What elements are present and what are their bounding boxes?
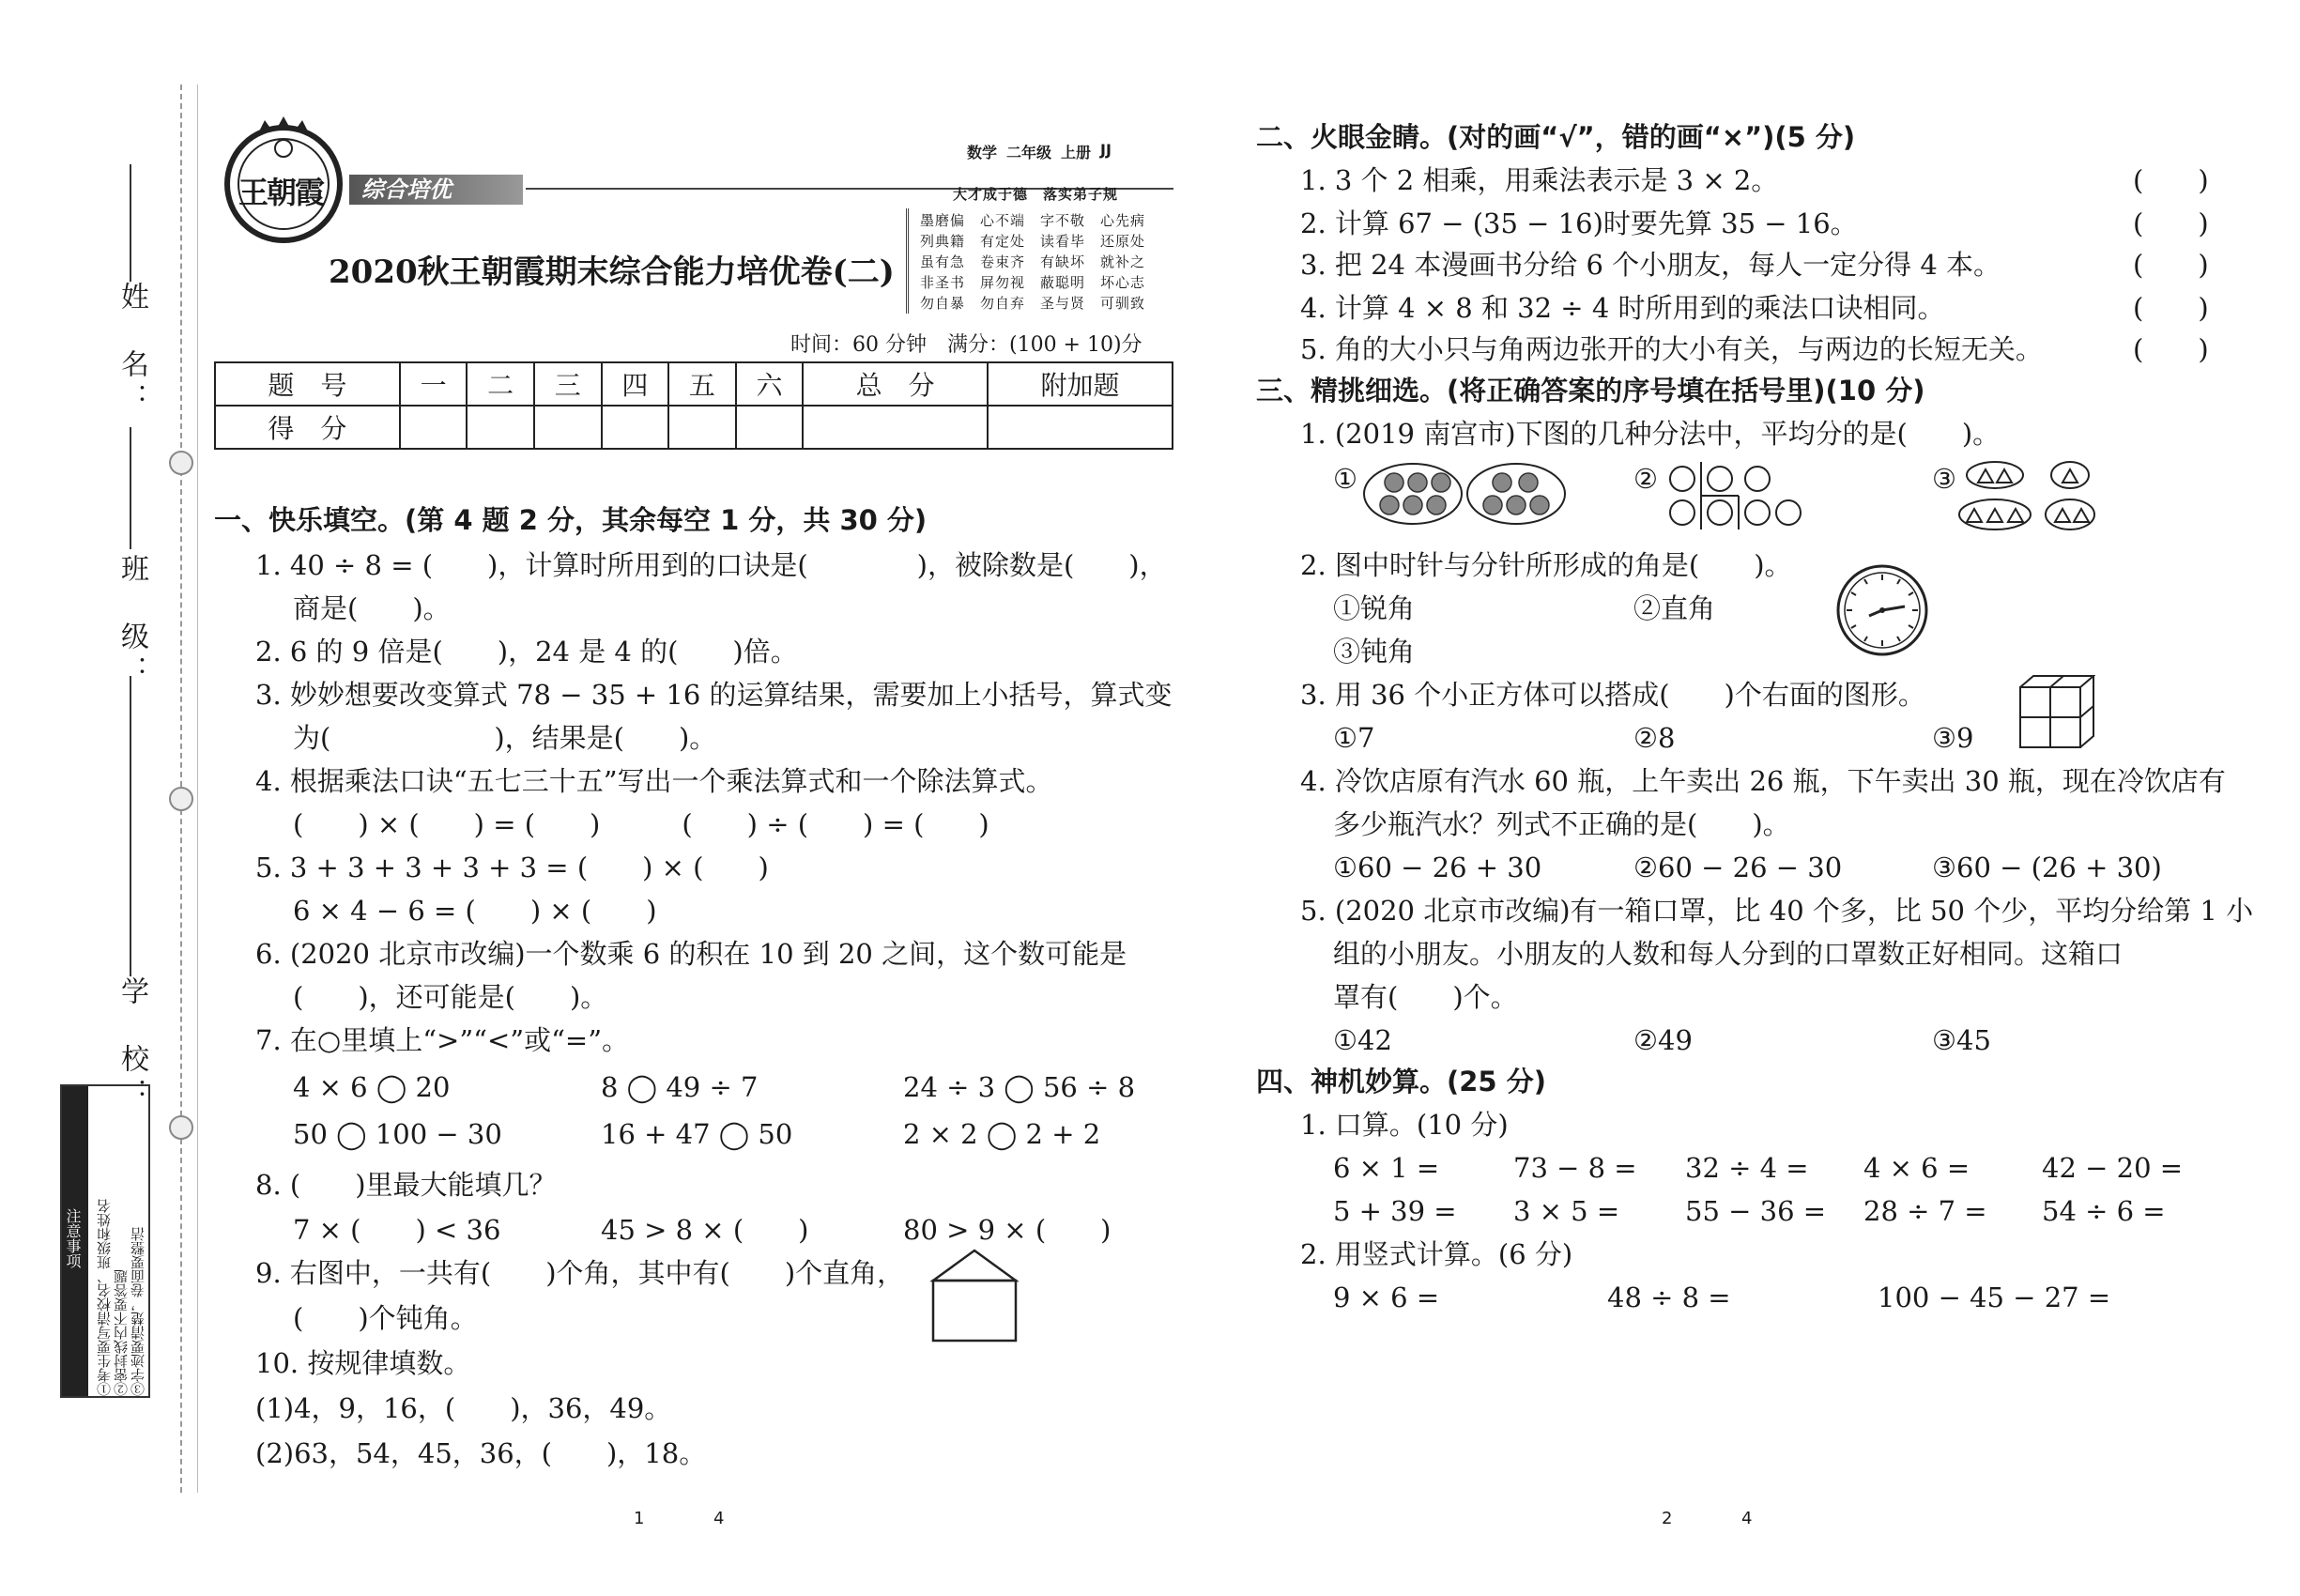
notice-item: ①考生要写清校名、班级和姓名 <box>96 1199 113 1396</box>
calc-item: 32 ÷ 4 = <box>1685 1152 1809 1184</box>
compare-item: 24 ÷ 3 ◯ 56 ÷ 8 <box>903 1071 1136 1103</box>
table-row <box>215 362 1173 406</box>
section-title: 三、精挑细选。(将正确答案的序号填在括号里)(10 分) <box>1256 375 1925 407</box>
logo-text: 王朝霞 <box>238 175 324 210</box>
notice-title: 注意事项 <box>62 1086 88 1396</box>
clock-figure <box>1835 563 1929 661</box>
motto-line: 列典籍 有定处 读看毕 还原处 <box>920 233 1146 250</box>
table-cell: 五 <box>668 362 736 406</box>
question-line: 8. ( )里最大能填几？ <box>255 1169 557 1201</box>
motto-line: 非圣书 屏勿视 蔽聪明 坏心志 <box>920 274 1146 291</box>
table-cell: 附加题 <box>988 362 1173 406</box>
option-label[interactable]: ①60 − 26 + 30 <box>1333 852 1542 883</box>
option-label[interactable]: ③45 <box>1932 1024 1991 1056</box>
question-line: 2. 用竖式计算。(6 分) <box>1300 1238 1573 1270</box>
section-title: 二、火眼金睛。(对的画“√”，错的画“×”)(5 分) <box>1256 121 1856 153</box>
score-input-cell[interactable] <box>467 406 534 449</box>
score-input-cell[interactable] <box>602 406 669 449</box>
option-label[interactable]: ①42 <box>1333 1024 1392 1056</box>
calc-item: 73 − 8 = <box>1513 1152 1637 1184</box>
calc-item: 42 − 20 = <box>2042 1152 2184 1184</box>
calc-item: 55 − 36 = <box>1685 1195 1827 1227</box>
answer-bracket[interactable]: ( ) <box>2133 333 2209 365</box>
question-line: ( )，还可能是( )。 <box>293 981 608 1013</box>
question-line: 10. 按规律填数。 <box>255 1347 471 1379</box>
option-label[interactable]: ②60 − 26 − 30 <box>1633 852 1843 883</box>
binding-solid-line <box>197 84 198 1493</box>
calc-item: 9 × 6 = <box>1333 1281 1440 1313</box>
page-number: 1 <box>634 1509 645 1528</box>
question-line: 4. 根据乘法口诀“五七三十五”写出一个乘法算式和一个除法算式。 <box>255 765 1053 797</box>
division-figure-1 <box>1361 460 1577 531</box>
judge-item: 3. 把 24 本漫画书分给 6 个小朋友，每人一定分得 4 本。 <box>1300 249 2001 281</box>
calc-item: 100 − 45 − 27 = <box>1878 1281 2111 1313</box>
fill-item: 80 > 9 × ( ) <box>903 1214 1112 1246</box>
question-line: 6 × 4 − 6 = ( ) × ( ) <box>293 895 657 927</box>
answer-bracket[interactable]: ( ) <box>2133 292 2209 324</box>
option-label[interactable]: ③钝角 <box>1333 636 1416 668</box>
calc-item: 48 ÷ 8 = <box>1607 1281 1731 1313</box>
question-line: 4. 冷饮店原有汽水 60 瓶，上午卖出 26 瓶，下午卖出 30 瓶，现在冷饮店有 <box>1300 765 2226 797</box>
series-tag: 数学 <box>967 144 998 161</box>
name-label: 姓 名： <box>115 282 148 417</box>
question-line: (2)63，54，45，36，( )，18。 <box>255 1437 707 1469</box>
notice-item: ②密封线内不要答题 <box>113 1269 130 1396</box>
table-cell: 三 <box>534 362 602 406</box>
option-label[interactable]: ① <box>1333 463 1357 495</box>
class-line <box>130 427 131 549</box>
judge-item: 5. 角的大小只与角两边张开的大小有关，与两边的长短无关。 <box>1300 333 2043 365</box>
page-title: 2020秋王朝霞期末综合能力培优卷(二) <box>329 253 895 291</box>
compare-item: 2 × 2 ◯ 2 + 2 <box>903 1118 1101 1150</box>
score-input-cell[interactable] <box>534 406 602 449</box>
class-label: 班 级： <box>115 554 148 689</box>
calc-item: 54 ÷ 6 = <box>2042 1195 2166 1227</box>
page-total: 4 <box>713 1509 725 1528</box>
fill-item: 45 > 8 × ( ) <box>601 1214 809 1246</box>
page-total: 4 <box>1741 1509 1753 1528</box>
calc-item: 4 × 6 = <box>1863 1152 1970 1184</box>
option-label[interactable]: ②直角 <box>1633 592 1716 624</box>
house-shape-figure <box>929 1247 1020 1348</box>
question-line: 1. (2019 南宫市)下图的几种分法中，平均分的是( )。 <box>1300 418 2001 450</box>
table-cell: 总 分 <box>803 362 988 406</box>
compare-item: 50 ◯ 100 − 30 <box>293 1118 502 1150</box>
question-line: 为( )，结果是( )。 <box>293 722 717 754</box>
option-label[interactable]: ②8 <box>1633 722 1676 754</box>
notice-item: ③字迹要清楚，卷面要整洁 <box>130 1227 146 1396</box>
table-cell: 二 <box>467 362 534 406</box>
notice-box <box>60 1084 150 1398</box>
score-input-cell[interactable] <box>668 406 736 449</box>
question-line: ( )个钝角。 <box>293 1302 478 1334</box>
division-figure-3 <box>1957 458 2098 537</box>
judge-item: 2. 计算 67 − (35 − 16)时要先算 35 − 16。 <box>1300 207 1858 239</box>
question-line: 组的小朋友。小朋友的人数和每人分到的口罩数正好相同。这箱口 <box>1333 938 2124 970</box>
score-input-cell[interactable] <box>400 406 468 449</box>
motto-line: 墨磨偏 心不端 字不敬 心先病 <box>920 212 1146 229</box>
binding-hole <box>169 1115 193 1140</box>
answer-bracket[interactable]: ( ) <box>2133 207 2209 239</box>
series-tag: 二年级 <box>1006 144 1052 161</box>
judge-item: 4. 计算 4 × 8 和 32 ÷ 4 时所用到的乘法口诀相同。 <box>1300 292 1945 324</box>
name-line <box>130 164 131 282</box>
section-title: 四、神机妙算。(25 分) <box>1256 1066 1546 1097</box>
question-line: 商是( )。 <box>293 592 451 624</box>
option-label[interactable]: ②49 <box>1633 1024 1693 1056</box>
table-cell: 题 号 <box>215 362 400 406</box>
answer-bracket[interactable]: ( ) <box>2133 164 2209 196</box>
table-row <box>215 406 1173 449</box>
logo <box>218 113 349 244</box>
question-line: 9. 右图中，一共有( )个角，其中有( )个直角， <box>255 1257 905 1289</box>
table-cell: 六 <box>736 362 804 406</box>
binding-hole <box>169 787 193 811</box>
question-line: 2. 6 的 9 倍是( )，24 是 4 的( )倍。 <box>255 636 798 668</box>
question-line: 3. 妙妙想要改变算式 78 − 35 + 16 的运算结果，需要加上小括号，算式变 <box>255 679 1173 711</box>
table-cell: 四 <box>602 362 669 406</box>
score-table <box>214 361 1173 450</box>
question-line: (1)4，9，16，( )，36，49。 <box>255 1392 672 1424</box>
time-info: 时间：60 分钟 满分：(100 + 10)分 <box>790 333 1142 357</box>
fill-item: 7 × ( ) < 36 <box>293 1214 501 1246</box>
calc-item: 28 ÷ 7 = <box>1863 1195 1987 1227</box>
binding-hole <box>169 451 193 475</box>
question-line: 5. 3 + 3 + 3 + 3 + 3 = ( ) × ( ) <box>255 852 769 883</box>
option-label[interactable]: ③ <box>1932 463 1956 495</box>
motto-line: 勿自暴 勿自弃 圣与贤 可驯致 <box>920 295 1146 312</box>
cube-figure <box>2018 674 2095 755</box>
motto-top: 大才成于德 落实弟子规 <box>953 186 1119 203</box>
table-cell: 得 分 <box>215 406 400 449</box>
option-label[interactable]: ①锐角 <box>1333 592 1416 624</box>
question-line: 1. 口算。(10 分) <box>1300 1109 1509 1141</box>
series-tags <box>967 141 1112 162</box>
section-title: 一、快乐填空。(第 4 题 2 分，其余每空 1 分，共 30 分) <box>214 504 928 536</box>
school-line <box>130 676 131 976</box>
question-line: 6. (2020 北京市改编)一个数乘 6 的积在 10 到 20 之间，这个数可能是 <box>255 938 1127 970</box>
division-figure-2 <box>1662 458 1802 537</box>
option-label[interactable]: ③9 <box>1932 722 1974 754</box>
question-line: 多少瓶汽水？列式不正确的是( )。 <box>1333 808 1790 840</box>
option-label[interactable]: ③60 − (26 + 30) <box>1932 852 2162 883</box>
score-input-cell[interactable] <box>736 406 804 449</box>
question-line: 7. 在○里填上“>”“<”或“=”。 <box>255 1024 630 1056</box>
page-number: 2 <box>1662 1509 1673 1528</box>
question-line: 5. (2020 北京市改编)有一箱口罩，比 40 个多，比 50 个少，平均分给第 1 小 <box>1300 895 2254 927</box>
compare-item: 16 + 47 ◯ 50 <box>601 1118 793 1150</box>
option-label[interactable]: ② <box>1633 463 1658 495</box>
subtitle-tag: 综合培优 <box>361 176 452 203</box>
question-line: 罩有( )个。 <box>1333 981 1518 1013</box>
compare-item: 8 ◯ 49 ÷ 7 <box>601 1071 759 1103</box>
question-line: 2. 图中时针与分针所形成的角是( )。 <box>1300 549 1792 581</box>
option-label[interactable]: ①7 <box>1333 722 1375 754</box>
question-line: 1. 40 ÷ 8 = ( )，计算时所用到的口诀是( )，被除数是( )， <box>255 549 1167 581</box>
judge-item: 1. 3 个 2 相乘，用乘法表示是 3 × 2。 <box>1300 164 1779 196</box>
calc-item: 5 + 39 = <box>1333 1195 1457 1227</box>
series-tag: 上册 <box>1061 144 1092 161</box>
question-line: ( ) × ( ) = ( ) ( ) ÷ ( ) = ( ) <box>293 808 989 840</box>
calc-item: 6 × 1 = <box>1333 1152 1440 1184</box>
school-label: 学 校： <box>115 976 148 1112</box>
score-input-cell[interactable] <box>988 406 1173 449</box>
question-line: 3. 用 36 个小正方体可以搭成( )个右面的图形。 <box>1300 679 1925 711</box>
calc-item: 3 × 5 = <box>1513 1195 1620 1227</box>
table-cell: 一 <box>400 362 468 406</box>
series-tag: JJ <box>1100 141 1112 159</box>
motto-line: 虽有急 卷束齐 有缺坏 就补之 <box>920 253 1146 270</box>
compare-item: 4 × 6 ◯ 20 <box>293 1071 451 1103</box>
answer-bracket[interactable]: ( ) <box>2133 249 2209 281</box>
score-input-cell[interactable] <box>803 406 988 449</box>
